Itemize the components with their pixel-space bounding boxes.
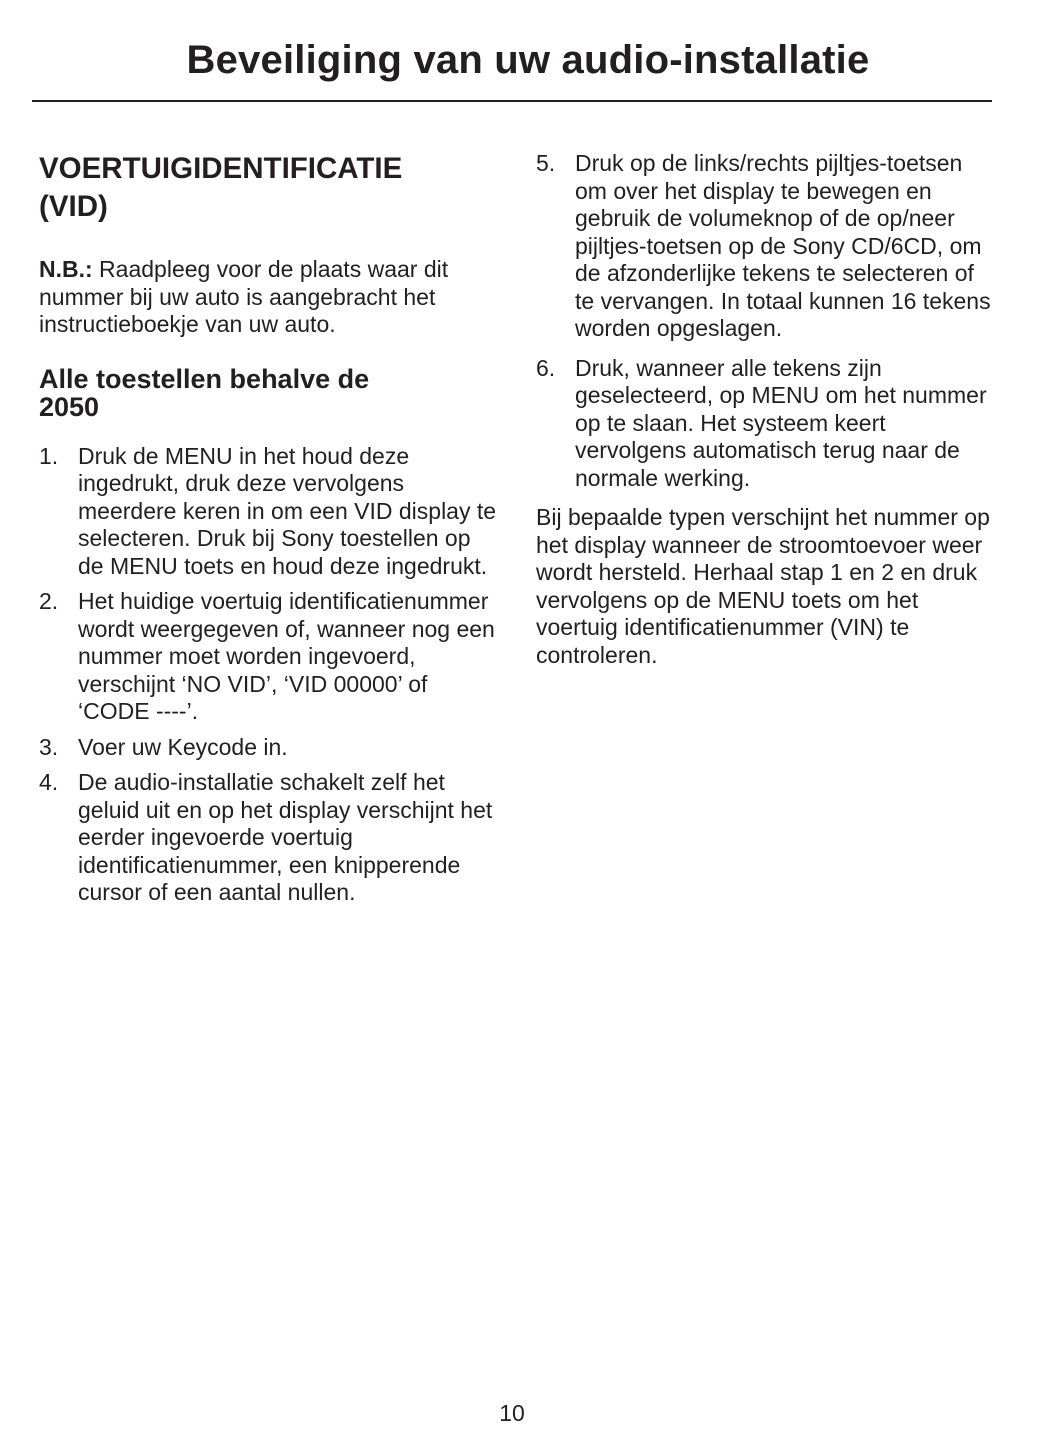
section-heading-line2: (VID) [39,190,108,223]
list-item [536,150,996,343]
right-column [536,150,996,669]
step-number: 1. [39,442,59,469]
list-item [39,588,499,726]
step-text: Druk de MENU in het houd deze ingedrukt, druk deze vervolgens meerdere keren in om een VID display te selecteren. Druk bij Sony toestellen op de MENU toets en houd deze ingedrukt. [78,442,497,579]
section-heading [39,150,499,226]
page-number: 10 [499,1400,525,1426]
sub-heading [39,365,499,421]
steps-list-left [39,443,499,907]
left-column [39,150,499,915]
list-item [39,769,499,907]
list-item [39,443,499,581]
step-text: Druk, wanneer alle tekens zijn geselecteerd, op MENU om het nummer op te slaan. Het systeem keert vervolgens automatisch terug naar de normale werking. [575,354,987,491]
closing-paragraph: Bij bepaalde typen verschijnt het nummer op het display wanneer de stroomtoevoer weer wordt hersteld. Herhaal stap 1 en 2 en druk vervolgens op de MENU toets om het voertuig identificatienummer (VIN) te controleren. [536,504,990,668]
list-item [536,355,996,493]
list-item [39,734,499,762]
step-text: Voer uw Keycode in. [78,733,288,760]
note [39,256,499,339]
step-number: 5. [536,150,556,176]
step-text: De audio-installatie schakelt zelf het geluid uit en op het display verschijnt het eerder ingevoerde voertuig identificatienummer, een knipperende cursor of een aantal nullen. [78,769,493,905]
sub-heading-line2: 2050 [39,391,100,422]
section-heading-line1: VOERTUIGIDENTIFICATIE [39,152,403,185]
page-title: Beveiliging van uw audio-installatie [186,38,870,82]
step-number: 4. [39,769,59,795]
step-text: Druk op de links/rechts pijltjes-toetsen om over het display te bewegen en gebruik de volumeknop of de op/neer pijltjes-toetsen op de Sony CD/6CD, om de afzonderlijke tekens te selecteren of te vervangen. In totaal kunnen 16 tekens worden opgeslagen. [575,150,991,341]
step-number: 6. [536,354,556,381]
step-number: 2. [39,588,59,614]
steps-list-right [536,150,996,492]
note-label: N.B.: [39,256,93,282]
note-text: Raadpleeg voor de plaats waar dit nummer bij uw auto is aangebracht het instructieboekje van uw auto. [39,256,449,337]
step-text: Het huidige voertuig identificatienummer wordt weergegeven of, wanneer nog een nummer moet worden ingevoerd, verschijnt ‘NO VID’, ‘VID 00000’ of ‘CODE ----’. [78,588,495,724]
sub-heading-line1: Alle toestellen behalve de [39,363,370,394]
title-divider [32,100,992,102]
step-number: 3. [39,733,59,760]
